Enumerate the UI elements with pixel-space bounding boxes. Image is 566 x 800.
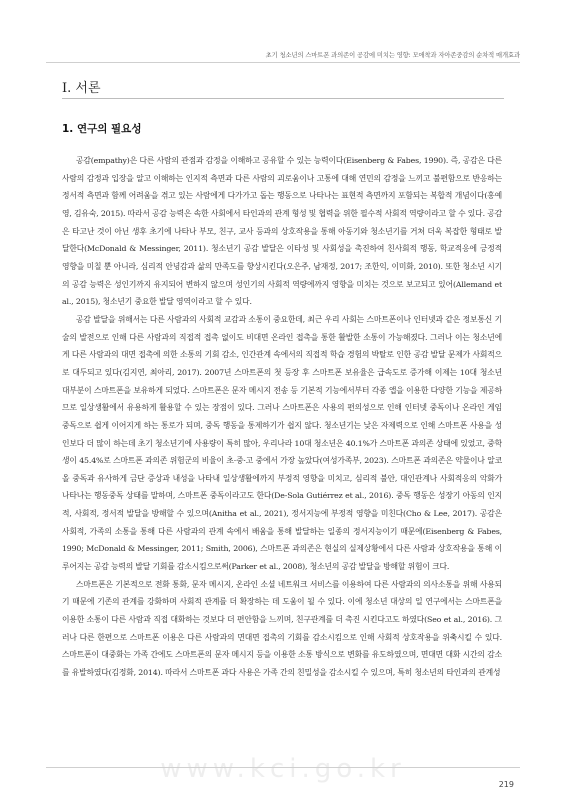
footer-divider bbox=[46, 767, 520, 768]
watermark: www.kci.go.kr bbox=[160, 754, 406, 784]
body-text bbox=[62, 152, 502, 682]
paragraph: 스마트폰은 기본적으로 전화 통화, 문자 메시지, 온라인 소셜 네트워크 서비스를 이용하여 다른 사람과의 의사소통을 위해 사용되기 때문에 기존의 관계를 강화하며 사회적 관계를 더 확장하는 데 도움이 될 수 있다. 이에 청소년 대상의 일 연구에서는 스마트폰을 이용한 소통이 다른 사람과 직접 대화하는 것보다 더 편안함을 느끼며, 친구관계를 더 촉진 시킨다고도 하였다(Seo et al., 2016). 그러나 다른 한편으로 스마트폰 이용은 다른 사람과의 면대면 접촉의 기회를 감소시킴으로 인해 사회적 상호작용을 위축시킬 수 있다. 스마트폰이 대중화는 가족 간에도 스마트폰의 문자 메시지 등을 이용한 소통 방식으로 변화를 유도하였으며, 면대면 대화 시간의 감소를 유발하였다(김정화, 2014). 따라서 스마트폰 과다 사용은 가족 간의 친밀성을 감소시킬 수 있으며, 특히 청소년의 타인과의 관계성 bbox=[62, 579, 502, 678]
header-divider bbox=[46, 62, 520, 63]
subsection-heading: 1. 연구의 필요성 bbox=[62, 123, 142, 135]
paragraph: 공감(empathy)은 다른 사람의 관점과 감정을 이해하고 공유할 수 있는 능력이다(Eisenberg & Fabes, 1990). 즉, 공감은 다른 사람의 감정과 입장을 알고 이해하는 인지적 측면과 다른 사람의 괴로움이나 고통에 대해 연민의 감정을 느끼고 불편함으로 반응하는 정서적 측면과 함께 어려움을 겪고 있는 사람에게 다가가고 돕는 행동으로 나타나는 표현적 측면까지 포함되는 복합적 개념이다(홍예영, 김유숙, 2015). 따라서 공감 능력은 속한 사회에서 타인과의 관계 형성 및 협력을 위한 필수적 사회적 역량이라고 할 수 있다. 공감은 타고난 것이 아닌 생후 초기에 나타나 부모, 친구, 교사 등과의 상호작용을 통해 아동기와 청소년기를 거쳐 더욱 복잡한 형태로 발달한다(McDonald & Messinger, 2011). 청소년기 공감 발달은 이타성 및 사회성을 촉진하여 친사회적 행동, 학교적응에 긍정적 영향을 미칠 뿐 아니라, 심리적 안녕감과 삶의 만족도를 향상시킨다(오은주, 남재정, 2017; 조한익, 이미화, 2010). 또한 청소년 시기의 공감 능력은 성인기까지 유지되어 변하지 않으며 성인기의 사회적 역량에까지 영향을 미치는 것으로 보고되고 있어(Allemand et al., 2015), 청소년기 중요한 발달 영역이라고 할 수 있다. bbox=[62, 156, 503, 307]
paragraph: 공감 발달을 위해서는 다른 사람과의 사회적 교감과 소통이 중요한데, 최근 우리 사회는 스마트폰이나 인터넷과 같은 정보통신 기술의 발전으로 인해 다른 사람과의 직접적 접촉 없이도 비대면 온라인 접촉을 통한 활발한 소통이 가능해졌다. 그러나 이는 청소년에게 다른 사람과의 대면 접촉에 의한 소통의 기회 감소, 인간관계 속에서의 직접적 학습 경험의 박탈로 인한 공감 발달 문제가 사회적으로 대두되고 있다(김지연, 최아리, 2017). 2007년 스마트폰의 첫 등장 후 스마트폰 보유율은 급속도로 증가해 이제는 10대 청소년 대부분이 스마트폰을 보유하게 되었다. 스마트폰은 문자 메시지 전송 등 기본적 기능에서부터 각종 앱을 이용한 다양한 기능을 제공하므로 일상생활에서 유용하게 활용할 수 있는 장점이 있다. 그러나 스마트폰은 사용의 편의성으로 인해 인터넷 중독이나 온라인 게임 중독으로 쉽게 이어지게 하는 통로가 되며, 중독 행동을 통제하기가 쉽지 않다. 청소년기는 낮은 자제력으로 인해 스마트폰 사용을 성인보다 더 많이 하는데 초기 청소년기에 사용량이 특히 많아, 우리나라 10대 청소년은 40.1%가 스마트폰 과의존 상태에 있었고, 중학생이 45.4%로 스마트폰 과의존 위험군의 비율이 초·중·고 중에서 가장 높았다(여성가족부, 2023). 스마트폰 과의존은 약물이나 알코올 중독과 유사하게 금단 증상과 내성을 나타내 일상생활에까지 부정적 영향을 미치고, 심리적 불안, 대인관계나 사회적응의 악화가 나타나는 행동중독 상태를 말하며, 스마트폰 중독이라고도 한다(De-Sola Gutiérrez et al., 2016). 중독 행동은 성장기 아동의 인지적, 사회적, 정서적 발달을 방해할 수 있으며(Anitha et al., 2021), 정서지능에 부정적 영향을 미친다(Cho & Lee, 2017). 공감은 사회적, 가족의 소통을 통해 다른 사람과의 관계 속에서 배움을 통해 발달하는 일종의 정서지능이기 때문에(Eisenberg & Fabes, 1990; McDonald & Messinger, 2011; Smith, 2006), 스마트폰 과의존은 현실의 실제상황에서 다른 사람과 상호작용을 통해 이루어지는 공감 능력의 발달 기회를 감소시킴으로써(Parker et al., 2008), 청소년의 공감 발달을 방해할 위험이 크다. bbox=[62, 314, 502, 572]
section-heading: Ⅰ. 서론 bbox=[62, 81, 101, 96]
running-header: 초기 청소년의 스마트폰 과의존이 공감에 미치는 영향: 모애착과 자아존중감의 순차적 매개효과 bbox=[265, 52, 520, 59]
section-divider bbox=[62, 98, 504, 99]
page-number: 219 bbox=[498, 780, 514, 789]
